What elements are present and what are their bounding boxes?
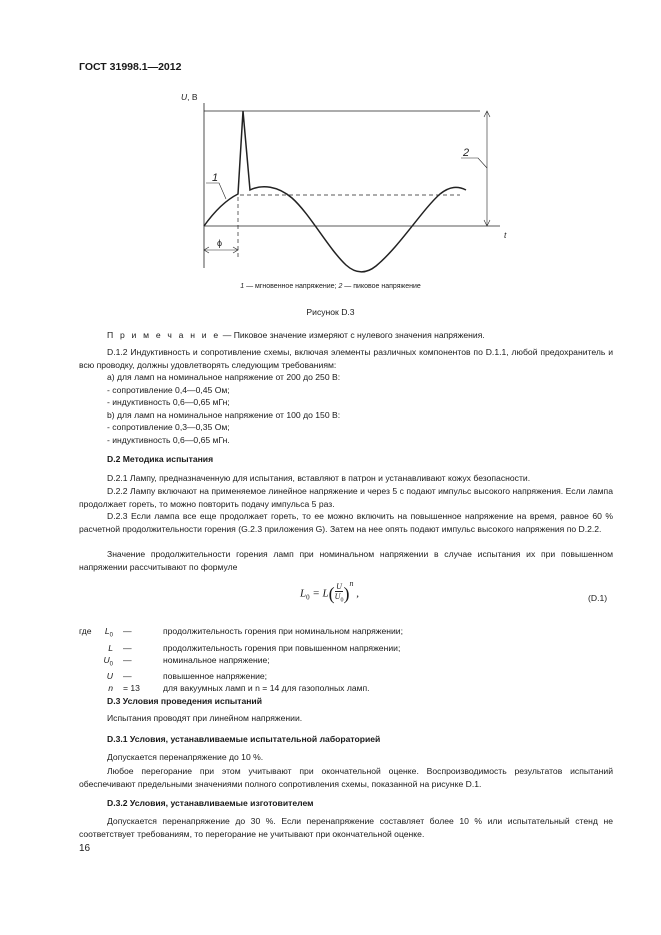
- definition-dash: —: [123, 642, 132, 653]
- note: П р и м е ч а н и е — Пиковое значение измеряют с нулевого значения напряжения.: [107, 330, 485, 340]
- curve-label-1: 1: [212, 172, 219, 184]
- paragraph-d12: D.1.2 Индуктивность и сопротивление схемы, включая элементы различных компонентов по D.1.1, любой предохранитель и всю проводку, должны удовлетворять следующим требованиям:: [79, 347, 613, 370]
- voltage-waveform-figure: [0, 0, 661, 300]
- paragraph-d3: Испытания проводят при линейном напряжении.: [107, 713, 303, 723]
- definition-row: [93, 654, 403, 671]
- instantaneous-voltage-curve: [204, 111, 466, 272]
- definition-dash: —: [123, 671, 132, 682]
- definition-text: повышенное напряжение;: [163, 671, 268, 682]
- paragraph-d32: Допускается перенапряжение до 30 %. Если перенапряжение составляет более 10 % или испытательный стенд не соответствует требованиям, то перегорание не учитывают при окончательной оценке.: [79, 816, 613, 839]
- section-heading-d2: D.2 Методика испытания: [107, 454, 214, 464]
- phi-label: ϕ: [217, 238, 223, 248]
- definition-text: номинальное напряжение;: [163, 654, 270, 665]
- definition-symbol: L: [108, 642, 113, 653]
- definition-dash: —: [123, 654, 132, 665]
- document-standard-number: ГОСТ 31998.1—2012: [79, 61, 182, 73]
- definition-symbol: n: [108, 683, 113, 694]
- page-number: 16: [79, 843, 91, 854]
- curve-label-2: 2: [463, 147, 470, 159]
- paragraph-d23: D.2.3 Если лампа все еще продолжает гореть, то ее можно включить на повышенное напряжение на время, равное 60 % расчетной продолжительности горения (G.2.3 приложения G). Затем на нее опять подают импульс высокого напряжения по D.2.2.: [79, 511, 613, 534]
- where-label: где: [79, 626, 92, 636]
- y-axis-label-symbol: U: [181, 92, 188, 102]
- paragraph-d31-1: Допускается перенапряжение до 10 %.: [107, 752, 264, 762]
- d12-item-b2: - индуктивность 0,6—0,65 мГн.: [107, 435, 230, 445]
- figure-caption: Рисунок D.3: [306, 307, 355, 317]
- definition-text: продолжительность горения при повышенном напряжении;: [163, 642, 401, 653]
- d12-item-b1: - сопротивление 0,3—0,35 Ом;: [107, 422, 230, 432]
- x-axis-label: t: [504, 230, 507, 240]
- figure-legend: 1 — мгновенное напряжение; 2 — пиковое напряжение: [240, 283, 421, 290]
- subsection-heading-d32: D.3.2 Условия, устанавливаемые изготовителем: [107, 798, 314, 808]
- subsection-heading-d31: D.3.1 Условия, устанавливаемые испытательной лабораторией: [107, 734, 381, 744]
- definition-symbol: U: [106, 671, 113, 682]
- definition-symbol: $L_0$: [104, 626, 113, 639]
- paragraph-d22: D.2.2 Лампу включают на применяемое линейное напряжение и через 5 с подают импульс высокого напряжения. Если лампа продолжает гореть, то можно повторить подачу импульса 5 раз.: [79, 486, 613, 509]
- paragraph-formula-intro: Значение продолжительности горения ламп при номинальном напряжении в случае испытания их при повышенном напряжении рассчитывают по формуле: [79, 549, 613, 572]
- d12-item-a2: - индуктивность 0,6—0,65 мГн;: [107, 397, 230, 407]
- definition-symbol: $U_0$: [103, 654, 113, 668]
- definition-dash: = 13: [123, 683, 140, 694]
- formula-number: (D.1): [588, 593, 608, 603]
- definition-row: [93, 670, 403, 682]
- d12-item-b: b) для ламп на номинальное напряжение от 100 до 150 В:: [107, 410, 341, 420]
- d12-item-a1: - сопротивление 0,4—0,45 Ом;: [107, 385, 230, 395]
- y-axis-label-unit: , В: [187, 92, 198, 102]
- definition-row: [93, 625, 403, 642]
- definition-text: для вакуумных ламп и n = 14 для газополных ламп.: [163, 683, 370, 694]
- definition-row: [93, 642, 403, 654]
- formula-d1: $L_0 = L$( $\frac{U}{U_0}$ )$^n$ ,: [300, 578, 359, 604]
- definition-row: [93, 682, 403, 694]
- section-heading-d3: D.3 Условия проведения испытаний: [107, 696, 262, 706]
- formula-definitions: [93, 625, 403, 694]
- definition-dash: —: [123, 626, 132, 636]
- definition-text: продолжительность горения при номинальном напряжении;: [163, 626, 403, 636]
- paragraph-d31-2: Любое перегорание при этом учитывают при окончательной оценке. Воспроизводимость результатов испытаний обеспечивают предельными значениями полного сопротивления схемы, показанной на рисунке D.1.: [79, 766, 613, 789]
- paragraph-d21: D.2.1 Лампу, предназначенную для испытания, вставляют в патрон и устанавливают кожух безопасности.: [107, 473, 531, 483]
- d12-item-a: a) для ламп на номинальное напряжение от 200 до 250 В:: [107, 372, 341, 382]
- svg-text:U, В: [181, 92, 198, 102]
